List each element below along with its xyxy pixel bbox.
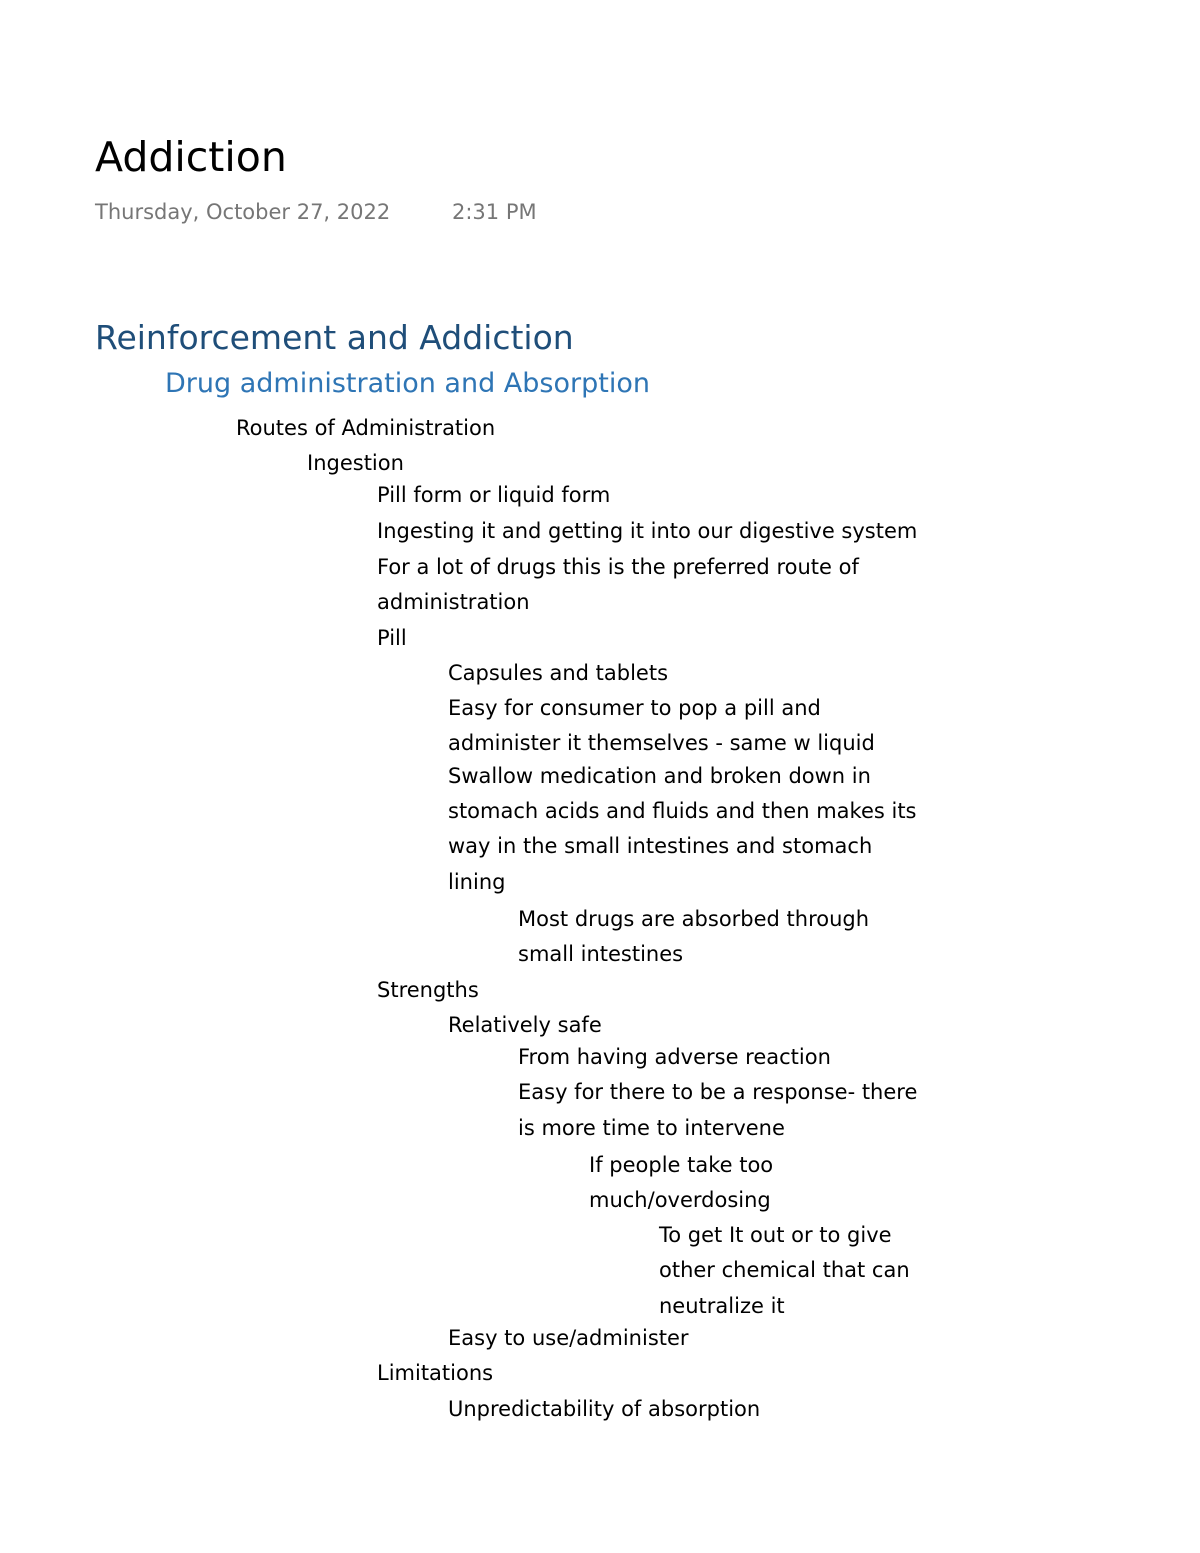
outline-line: Limitations bbox=[377, 1361, 494, 1385]
outline-line: administer it themselves - same w liquid bbox=[448, 731, 875, 755]
outline-line: way in the small intestines and stomach bbox=[448, 834, 873, 858]
outline-line: To get It out or to give bbox=[659, 1223, 892, 1247]
outline-line: Easy for there to be a response- there bbox=[518, 1080, 918, 1104]
outline-line: From having adverse reaction bbox=[518, 1045, 831, 1069]
outline-line: Unpredictability of absorption bbox=[448, 1397, 761, 1421]
outline-line: much/overdosing bbox=[589, 1188, 771, 1212]
outline-line: Strengths bbox=[377, 978, 479, 1002]
outline-line: Ingesting it and getting it into our digestive system bbox=[377, 519, 918, 543]
heading-1: Reinforcement and Addiction bbox=[95, 318, 574, 357]
outline-line: Ingestion bbox=[307, 451, 404, 475]
outline-line: neutralize it bbox=[659, 1294, 785, 1318]
heading-2: Drug administration and Absorption bbox=[165, 368, 650, 399]
outline-line: administration bbox=[377, 590, 530, 614]
outline-line: Routes of Administration bbox=[236, 416, 496, 440]
outline-line: Swallow medication and broken down in bbox=[448, 764, 871, 788]
page-title: Addiction bbox=[95, 133, 287, 181]
outline-line: Easy for consumer to pop a pill and bbox=[448, 696, 821, 720]
outline-line: Capsules and tablets bbox=[448, 661, 669, 685]
outline-line: Easy to use/administer bbox=[448, 1326, 689, 1350]
outline-line: Pill form or liquid form bbox=[377, 483, 611, 507]
outline-line: is more time to intervene bbox=[518, 1116, 785, 1140]
outline-line: Most drugs are absorbed through bbox=[518, 907, 870, 931]
outline-line: If people take too bbox=[589, 1153, 774, 1177]
outline-line: For a lot of drugs this is the preferred route of bbox=[377, 555, 859, 579]
page-clip-mask bbox=[0, 1436, 1200, 1553]
outline-line: lining bbox=[448, 870, 506, 894]
outline-line: small intestines bbox=[518, 942, 684, 966]
outline-line: Relatively safe bbox=[448, 1013, 602, 1037]
page-time: 2:31 PM bbox=[452, 200, 537, 224]
outline-line: other chemical that can bbox=[659, 1258, 910, 1282]
outline-line: stomach acids and fluids and then makes its bbox=[448, 799, 917, 823]
page-date: Thursday, October 27, 2022 bbox=[95, 200, 391, 224]
outline-line: Pill bbox=[377, 626, 407, 650]
